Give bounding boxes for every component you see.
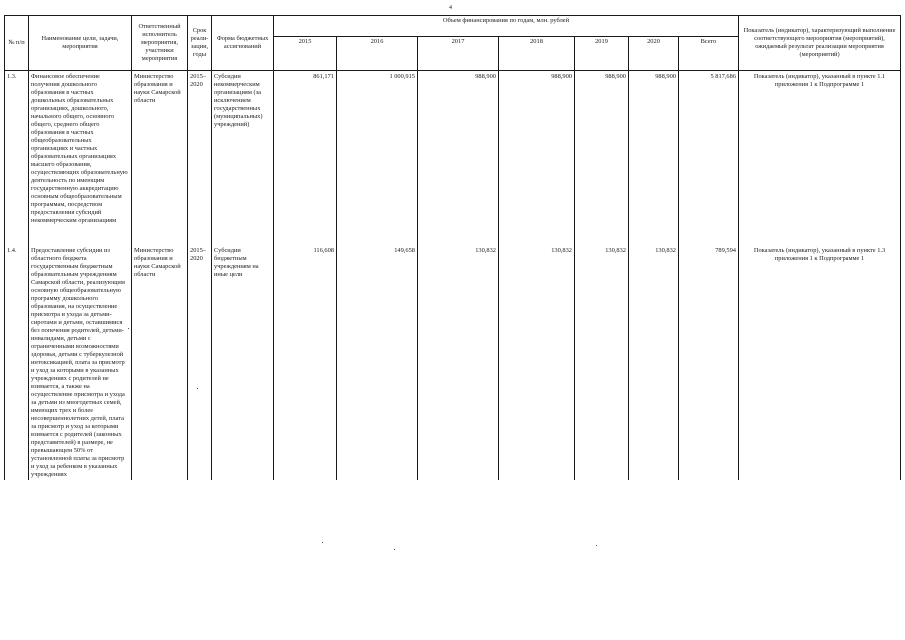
budget-table: [4, 15, 901, 480]
scan-speck: [394, 549, 395, 550]
header-year-2015: 2015: [274, 37, 337, 71]
row-value-2017: 130,832: [418, 246, 499, 480]
scan-speck: [197, 388, 198, 389]
row-number: 1.3.: [5, 71, 29, 227]
header-name: Наименование цели, задачи, мероприятия: [29, 16, 132, 71]
row-indicator: Показатель (индикатор), указанный в пункте 1.1 приложения 1 к Подпрограмме 1: [739, 71, 901, 227]
page-number: 4: [449, 5, 452, 11]
row-responsible: Министерство образования и науки Самарской области: [132, 246, 188, 480]
row-value-2016: 1 000,915: [337, 71, 418, 227]
header-year-2017: 2017: [418, 37, 499, 71]
row-value-2015: 116,608: [274, 246, 337, 480]
header-num: № п/п: [5, 16, 29, 71]
header-year-2019: 2019: [575, 37, 629, 71]
row-value-2020: 988,900: [629, 71, 679, 227]
row-value-2019: 988,900: [575, 71, 629, 227]
row-value-2018: 130,832: [499, 246, 575, 480]
row-name: Финансовое обеспечение получения дошкольного образования в частных дошкольных образовательных организациях, дошкольного, начального общего, основного общего, среднего общего образования в частных общеобразовательных организациях и частных образовательных организациях высшего образования, осуществляющих образовательную деятельность по имеющим государственную аккредитацию основным общеобразовательным программам, посредством предоставления субсидий некоммерческим организациям: [29, 71, 132, 227]
row-form: Субсидии бюджетным учреждениям на иные цели: [212, 246, 274, 480]
header-responsible: Ответственный исполнитель мероприятия, участники мероприятия: [132, 16, 188, 71]
table-row: [5, 246, 901, 480]
row-responsible: Министерство образования и науки Самарской области: [132, 71, 188, 227]
header-term: Срок реали-зации, годы: [188, 16, 212, 71]
row-value-2016: 149,658: [337, 246, 418, 480]
header-year-2016: 2016: [337, 37, 418, 71]
row-value-2017: 988,900: [418, 71, 499, 227]
scan-speck: [128, 328, 129, 329]
scan-speck: [596, 545, 597, 546]
table-row: [5, 71, 901, 227]
header-funding-group: Объем финансирования по годам, млн. рублей: [274, 16, 739, 37]
row-value-total: 789,594: [679, 246, 739, 480]
row-value-2015: 861,171: [274, 71, 337, 227]
scan-speck: [322, 542, 323, 543]
header-row-top: [5, 16, 901, 37]
row-value-2018: 988,900: [499, 71, 575, 227]
row-value-total: 5 817,686: [679, 71, 739, 227]
row-name: Предоставление субсидии из областного бюджета государственным бюджетным образовательным учреждениям Самарской области, реализующим основную общеобразовательную программу дошкольного образования, на осуществление присмотра и ухода за детьми-сиротами и детьми, оставшимися без попечения родителей, детьми-инвалидами, детьми с ограниченными возможностями здоровья, детьми с туберкулезной интоксикацией, плата за присмотр и уход за которыми в указанных учреждениях с родителей не взимается, а также на осуществление присмотра и ухода за детьми из многодетных семей, имеющих трех и более несовершеннолетних детей, плата за присмотр и уход за которыми взимается с родителей (законных представителей) в размере, не превышающем 50% от установленной платы за присмотр и уход за ребенком в указанных учреждениях: [29, 246, 132, 480]
header-year-2020: 2020: [629, 37, 679, 71]
row-term: 2015–2020: [188, 71, 212, 227]
header-form: Форма бюджетных ассигнований: [212, 16, 274, 71]
row-term: 2015–2020: [188, 246, 212, 480]
row-number: 1.4.: [5, 246, 29, 480]
row-indicator: Показатель (индикатор), указанный в пункте 1.3 приложения 1 к Подпрограмме 1: [739, 246, 901, 480]
header-year-total: Всего: [679, 37, 739, 71]
row-spacer: [5, 226, 901, 246]
row-value-2019: 130,832: [575, 246, 629, 480]
row-form: Субсидии некоммерческим организациям (за исключением государственных (муниципальных) учреждений): [212, 71, 274, 227]
row-value-2020: 130,832: [629, 246, 679, 480]
header-year-2018: 2018: [499, 37, 575, 71]
header-indicator: Показатель (индикатор), характеризующий выполнение соответствующего мероприятия (мероприятий), ожидаемый результат реализации мероприятия (мероприятий): [739, 16, 901, 71]
